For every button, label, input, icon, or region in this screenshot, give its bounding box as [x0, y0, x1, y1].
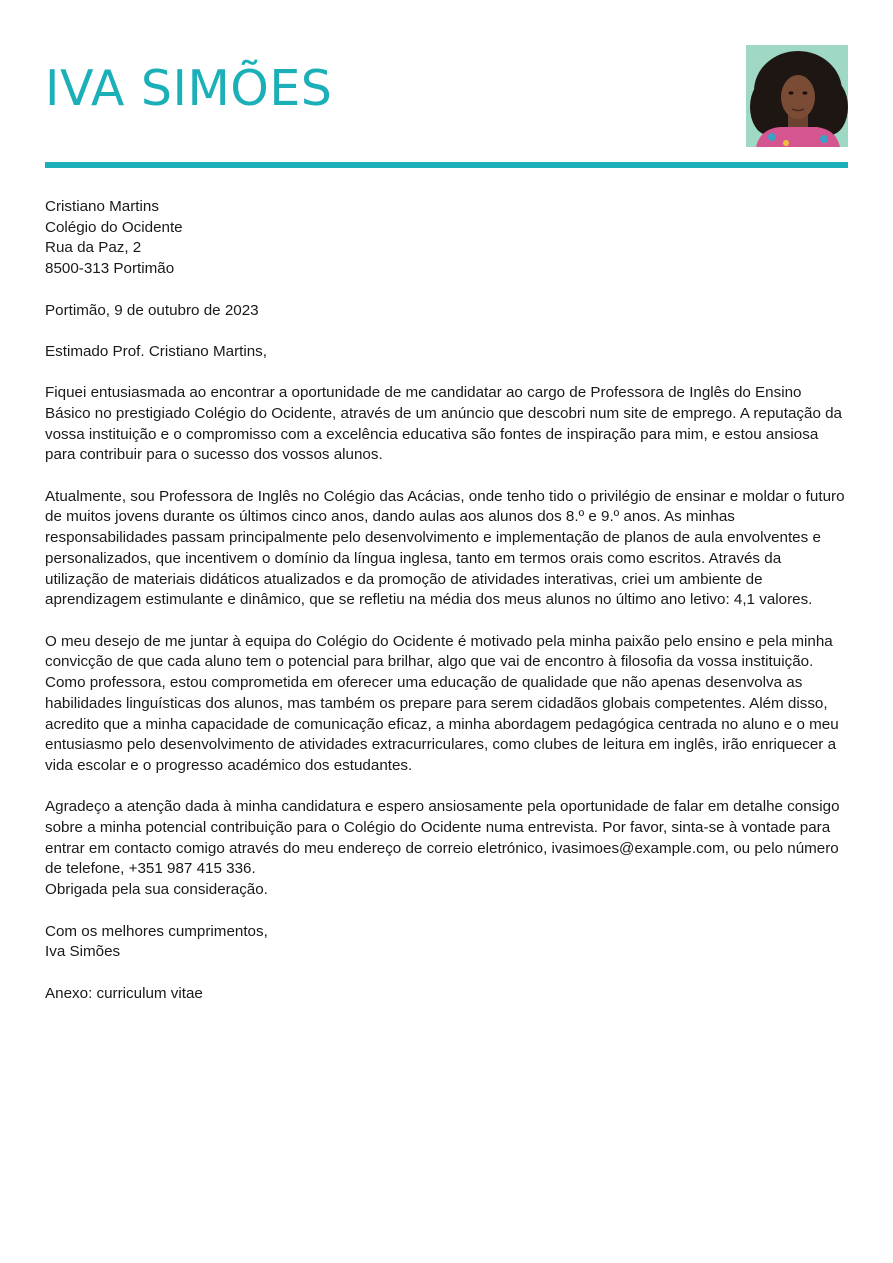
letter-body — [45, 197, 848, 1025]
signoff: Com os melhores cumprimentos, — [45, 922, 268, 940]
paragraph-intro: Fiquei entusiasmada ao encontrar a oportunidade de me candidatar ao cargo de Professora de Inglês do Ensino Básico no prestigiado Colégio do Ocidente, através de um anúncio que descobri num site de emprego. A reputação da vossa instituição e o compromisso com a excelência educativa são fontes de inspiração para mim, e estou ansiosa para contribuir para o sucesso dos vossos alunos. — [45, 384, 843, 464]
recipient-city: 8500-313 Portimão — [45, 260, 175, 278]
recipient-address — [45, 197, 848, 280]
portrait-photo — [746, 45, 848, 147]
recipient-organization: Colégio do Ocidente — [45, 218, 183, 236]
signoff-block — [45, 922, 848, 963]
header-divider — [45, 162, 848, 168]
recipient-name: Cristiano Martins — [45, 198, 159, 215]
closing-paragraph: Agradeço a atenção dada à minha candidatura e espero ansiosamente pela oportunidade de falar em detalhe consigo sobre a minha potencial contribuição para o Colégio do Ocidente numa entrevista. Por favor, sinta-se à vontade para entrar em contacto comigo através do meu endereço de correio eletrónico, ivasimoes@example.com, ou pelo número de telefone, +351 987 415 336. — [45, 798, 840, 878]
recipient-street: Rua da Paz, 2 — [45, 239, 142, 257]
thanks-line: Obrigada pela sua consideração. — [45, 881, 268, 899]
portrait-photo-icon — [746, 45, 848, 147]
cover-letter-page — [45, 0, 848, 1002]
paragraph-motivation: O meu desejo de me juntar à equipa do Colégio do Ocidente é motivado pela minha paixão pelo ensino e pela minha convicção de que cada aluno tem o potencial para brilhar, algo que vai de encontro à filosofia da vossa instituição. Como professora, estou comprometida em oferecer uma educação de qualidade que não apenas desenvolva as habilidades linguísticas dos alunos, mas também os prepare para serem cidadãos globais competentes. Além disso, acredito que a minha capacidade de comunicação eficaz, a minha abordagem pedagógica centrada no aluno e o meu entusiasmo pelo desenvolvimento de atividades extracurriculares, como clubes de leitura em inglês, irão enriquecer a vida escolar e o progresso académico dos estudantes. — [45, 632, 839, 774]
salutation: Estimado Prof. Cristiano Martins, — [45, 342, 267, 360]
attachment-note: Anexo: curriculum vitae — [45, 984, 203, 1002]
signature-name: Iva Simões — [45, 943, 121, 961]
closing-block — [45, 797, 848, 901]
paragraph-experience: Atualmente, sou Professora de Inglês no Colégio das Acácias, onde tenho tido o privilégio de ensinar e moldar o futuro de muitos jovens durante os últimos cinco anos, dando aulas aos alunos dos 8.º e 9.º anos. As minhas responsabilidades passam principalmente pelo desenvolvimento e implementação de planos de aula envolventes e personalizados, que incentivem o domínio da língua inglesa, tanto em termos orais como escritos. Através da utilização de materiais didáticos atualizados e da promoção de atividades interativas, criei um ambiente de aprendizagem estimulante e dinâmico, que se refletiu na média dos meus alunos no último ano letivo: 4,1 valores. — [45, 487, 845, 609]
letter-header — [45, 0, 848, 162]
applicant-name: IVA SIMÕES — [45, 60, 333, 117]
date-line: Portimão, 9 de outubro de 2023 — [45, 301, 259, 319]
